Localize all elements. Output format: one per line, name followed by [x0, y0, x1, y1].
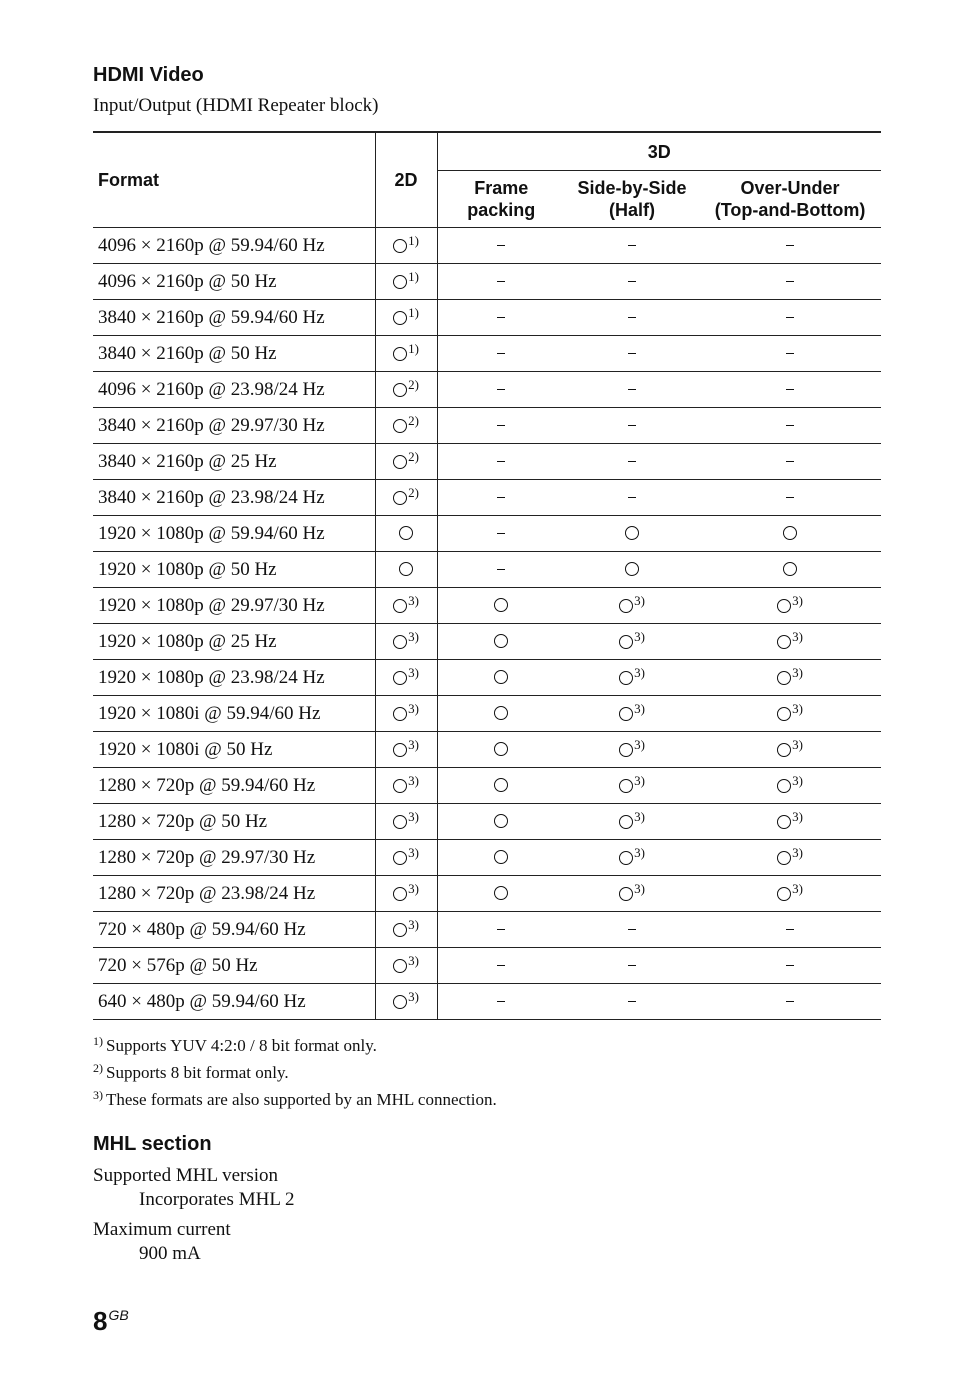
- cell-frame-packing: [437, 768, 565, 804]
- footnote-ref: 3): [408, 737, 419, 752]
- not-supported-dash-icon: [786, 281, 794, 282]
- footnote-ref: 3): [408, 809, 419, 824]
- supported-circle-icon: [393, 815, 407, 829]
- format-cell: 1920 × 1080p @ 25 Hz: [93, 624, 375, 660]
- spec-item: [93, 1218, 881, 1266]
- table-row: [93, 768, 881, 804]
- not-supported-dash-icon: [497, 461, 505, 462]
- format-cell: 1280 × 720p @ 50 Hz: [93, 804, 375, 840]
- cell-over-under: [699, 480, 881, 516]
- not-supported-dash-icon: [628, 389, 636, 390]
- cell-2d: [375, 876, 437, 912]
- spec-label: Supported MHL version: [93, 1165, 279, 1186]
- not-supported-dash-icon: [497, 929, 505, 930]
- format-cell: 4096 × 2160p @ 23.98/24 Hz: [93, 372, 375, 408]
- not-supported-dash-icon: [786, 353, 794, 354]
- not-supported-dash-icon: [497, 317, 505, 318]
- supported-circle-icon: [393, 275, 407, 289]
- supported-circle-icon: [783, 526, 797, 540]
- format-cell: 1920 × 1080p @ 23.98/24 Hz: [93, 660, 375, 696]
- footnote-ref: 3): [634, 773, 645, 788]
- footnote-ref: 3): [792, 773, 803, 788]
- cell-side-by-side: [565, 948, 699, 984]
- footnote-mark: 3): [93, 1088, 103, 1102]
- cell-over-under: [699, 300, 881, 336]
- format-cell: 3840 × 2160p @ 29.97/30 Hz: [93, 408, 375, 444]
- cell-frame-packing: [437, 588, 565, 624]
- table-row: [93, 624, 881, 660]
- format-cell: 720 × 480p @ 59.94/60 Hz: [93, 912, 375, 948]
- footnote-ref: 2): [408, 449, 419, 464]
- not-supported-dash-icon: [628, 353, 636, 354]
- table-row: [93, 480, 881, 516]
- footnote-ref: 3): [634, 701, 645, 716]
- header-side-by-side: [565, 171, 699, 228]
- supported-circle-icon: [393, 635, 407, 649]
- cell-frame-packing: [437, 804, 565, 840]
- cell-2d: [375, 228, 437, 264]
- format-cell: 3840 × 2160p @ 59.94/60 Hz: [93, 300, 375, 336]
- supported-circle-icon: [494, 742, 508, 756]
- supported-circle-icon: [393, 347, 407, 361]
- not-supported-dash-icon: [628, 1001, 636, 1002]
- format-cell: 720 × 576p @ 50 Hz: [93, 948, 375, 984]
- supported-circle-icon: [494, 598, 508, 612]
- format-cell: 1280 × 720p @ 59.94/60 Hz: [93, 768, 375, 804]
- cell-over-under: [699, 660, 881, 696]
- cell-over-under: [699, 516, 881, 552]
- spec-label: Maximum current: [93, 1219, 231, 1240]
- footnote-ref: 3): [634, 809, 645, 824]
- table-row: [93, 984, 881, 1020]
- not-supported-dash-icon: [628, 929, 636, 930]
- not-supported-dash-icon: [497, 965, 505, 966]
- not-supported-dash-icon: [497, 389, 505, 390]
- supported-circle-icon: [783, 562, 797, 576]
- section-title: HDMI Video: [93, 64, 204, 86]
- format-cell: 1280 × 720p @ 23.98/24 Hz: [93, 876, 375, 912]
- cell-frame-packing: [437, 516, 565, 552]
- table-row: [93, 912, 881, 948]
- supported-circle-icon: [393, 419, 407, 433]
- not-supported-dash-icon: [628, 461, 636, 462]
- table-row: [93, 660, 881, 696]
- cell-over-under: [699, 588, 881, 624]
- footnotes: [93, 1030, 881, 1111]
- header-sbs-line1: Side-by-Side: [577, 178, 687, 198]
- cell-2d: [375, 480, 437, 516]
- supported-circle-icon: [494, 634, 508, 648]
- cell-over-under: [699, 984, 881, 1020]
- header-over-under: [699, 171, 881, 228]
- supported-circle-icon: [393, 383, 407, 397]
- supported-circle-icon: [619, 815, 633, 829]
- cell-frame-packing: [437, 876, 565, 912]
- cell-over-under: [699, 444, 881, 480]
- format-cell: 3840 × 2160p @ 23.98/24 Hz: [93, 480, 375, 516]
- footnote-ref: 3): [792, 593, 803, 608]
- cell-2d: [375, 804, 437, 840]
- table-row: [93, 732, 881, 768]
- cell-side-by-side: [565, 804, 699, 840]
- supported-circle-icon: [393, 455, 407, 469]
- header-3d: 3D: [437, 132, 881, 171]
- not-supported-dash-icon: [786, 461, 794, 462]
- supported-circle-icon: [777, 887, 791, 901]
- format-cell: 3840 × 2160p @ 50 Hz: [93, 336, 375, 372]
- supported-circle-icon: [393, 671, 407, 685]
- cell-side-by-side: [565, 660, 699, 696]
- not-supported-dash-icon: [497, 281, 505, 282]
- cell-2d: [375, 624, 437, 660]
- cell-frame-packing: [437, 732, 565, 768]
- not-supported-dash-icon: [786, 389, 794, 390]
- supported-circle-icon: [393, 707, 407, 721]
- format-cell: 1920 × 1080p @ 59.94/60 Hz: [93, 516, 375, 552]
- cell-side-by-side: [565, 552, 699, 588]
- footnote-ref: 2): [408, 377, 419, 392]
- document-page: [93, 64, 881, 1266]
- not-supported-dash-icon: [497, 1001, 505, 1002]
- format-cell: 1920 × 1080i @ 50 Hz: [93, 732, 375, 768]
- supported-circle-icon: [619, 671, 633, 685]
- footnote-ref: 3): [408, 845, 419, 860]
- page-number-suffix: GB: [108, 1307, 129, 1323]
- format-cell: 4096 × 2160p @ 50 Hz: [93, 264, 375, 300]
- table-row: [93, 552, 881, 588]
- cell-frame-packing: [437, 624, 565, 660]
- spec-item: [93, 1164, 881, 1212]
- table-row: [93, 408, 881, 444]
- cell-2d: [375, 444, 437, 480]
- cell-frame-packing: [437, 840, 565, 876]
- footnote-ref: 3): [792, 737, 803, 752]
- not-supported-dash-icon: [497, 425, 505, 426]
- format-cell: 1280 × 720p @ 29.97/30 Hz: [93, 840, 375, 876]
- supported-circle-icon: [777, 635, 791, 649]
- supported-circle-icon: [619, 635, 633, 649]
- supported-circle-icon: [494, 850, 508, 864]
- cell-frame-packing: [437, 552, 565, 588]
- not-supported-dash-icon: [786, 317, 794, 318]
- cell-frame-packing: [437, 300, 565, 336]
- footnote-ref: 2): [408, 485, 419, 500]
- cell-over-under: [699, 732, 881, 768]
- format-cell: 1920 × 1080i @ 59.94/60 Hz: [93, 696, 375, 732]
- cell-side-by-side: [565, 372, 699, 408]
- table-row: [93, 516, 881, 552]
- cell-side-by-side: [565, 480, 699, 516]
- supported-circle-icon: [625, 562, 639, 576]
- footnote-ref: 3): [408, 701, 419, 716]
- footnote-ref: 1): [408, 341, 419, 356]
- cell-2d: [375, 660, 437, 696]
- cell-frame-packing: [437, 336, 565, 372]
- footnote-ref: 3): [408, 917, 419, 932]
- footnote-text: Supports YUV 4:2:0 / 8 bit format only.: [106, 1036, 377, 1055]
- not-supported-dash-icon: [786, 929, 794, 930]
- cell-side-by-side: [565, 336, 699, 372]
- supported-circle-icon: [619, 779, 633, 793]
- table-row: [93, 804, 881, 840]
- supported-circle-icon: [619, 599, 633, 613]
- format-cell: 1920 × 1080p @ 29.97/30 Hz: [93, 588, 375, 624]
- not-supported-dash-icon: [497, 533, 505, 534]
- cell-2d: [375, 768, 437, 804]
- cell-over-under: [699, 840, 881, 876]
- cell-side-by-side: [565, 588, 699, 624]
- cell-over-under: [699, 768, 881, 804]
- footnote-text: Supports 8 bit format only.: [106, 1063, 289, 1082]
- cell-frame-packing: [437, 228, 565, 264]
- format-cell: 640 × 480p @ 59.94/60 Hz: [93, 984, 375, 1020]
- supported-circle-icon: [777, 599, 791, 613]
- cell-frame-packing: [437, 660, 565, 696]
- not-supported-dash-icon: [497, 569, 505, 570]
- supported-circle-icon: [777, 707, 791, 721]
- footnote-ref: 3): [634, 593, 645, 608]
- supported-circle-icon: [777, 851, 791, 865]
- not-supported-dash-icon: [628, 245, 636, 246]
- footnote-ref: 1): [408, 233, 419, 248]
- cell-2d: [375, 588, 437, 624]
- supported-circle-icon: [494, 670, 508, 684]
- cell-over-under: [699, 624, 881, 660]
- mhl-specs: [93, 1164, 881, 1266]
- cell-side-by-side: [565, 840, 699, 876]
- footnote-mark: 1): [93, 1034, 103, 1048]
- cell-2d: [375, 948, 437, 984]
- not-supported-dash-icon: [628, 281, 636, 282]
- table-row: [93, 372, 881, 408]
- cell-side-by-side: [565, 876, 699, 912]
- cell-side-by-side: [565, 912, 699, 948]
- hdmi-video-format-table: [93, 131, 881, 1020]
- supported-circle-icon: [777, 743, 791, 757]
- not-supported-dash-icon: [628, 497, 636, 498]
- cell-2d: [375, 516, 437, 552]
- supported-circle-icon: [393, 959, 407, 973]
- table-body: [93, 228, 881, 1020]
- cell-side-by-side: [565, 408, 699, 444]
- footnote-ref: 3): [792, 845, 803, 860]
- spec-value: 900 mA: [139, 1243, 201, 1264]
- supported-circle-icon: [619, 743, 633, 757]
- supported-circle-icon: [777, 671, 791, 685]
- cell-over-under: [699, 948, 881, 984]
- not-supported-dash-icon: [786, 245, 794, 246]
- cell-over-under: [699, 372, 881, 408]
- cell-2d: [375, 696, 437, 732]
- not-supported-dash-icon: [497, 245, 505, 246]
- cell-2d: [375, 336, 437, 372]
- cell-over-under: [699, 912, 881, 948]
- supported-circle-icon: [393, 239, 407, 253]
- cell-side-by-side: [565, 624, 699, 660]
- cell-2d: [375, 552, 437, 588]
- cell-frame-packing: [437, 912, 565, 948]
- footnote: [93, 1057, 881, 1084]
- supported-circle-icon: [393, 995, 407, 1009]
- footnote-ref: 3): [408, 629, 419, 644]
- format-cell: 1920 × 1080p @ 50 Hz: [93, 552, 375, 588]
- footnote-ref: 3): [634, 665, 645, 680]
- footnote-ref: 1): [408, 305, 419, 320]
- header-ou-line2: (Top-and-Bottom): [714, 200, 866, 220]
- not-supported-dash-icon: [628, 317, 636, 318]
- cell-frame-packing: [437, 372, 565, 408]
- footnote: [93, 1030, 881, 1057]
- table-row: [93, 696, 881, 732]
- supported-circle-icon: [625, 526, 639, 540]
- supported-circle-icon: [494, 814, 508, 828]
- table-row: [93, 264, 881, 300]
- footnote-text: These formats are also supported by an MHL connection.: [106, 1090, 497, 1109]
- cell-frame-packing: [437, 984, 565, 1020]
- cell-frame-packing: [437, 408, 565, 444]
- supported-circle-icon: [494, 706, 508, 720]
- cell-2d: [375, 912, 437, 948]
- footnote-ref: 3): [408, 593, 419, 608]
- not-supported-dash-icon: [497, 353, 505, 354]
- cell-side-by-side: [565, 984, 699, 1020]
- cell-2d: [375, 264, 437, 300]
- footnote-ref: 3): [634, 881, 645, 896]
- cell-over-under: [699, 336, 881, 372]
- not-supported-dash-icon: [786, 497, 794, 498]
- page-number: [93, 1306, 129, 1337]
- cell-2d: [375, 408, 437, 444]
- cell-frame-packing: [437, 264, 565, 300]
- supported-circle-icon: [399, 526, 413, 540]
- not-supported-dash-icon: [786, 425, 794, 426]
- footnote-ref: 3): [792, 809, 803, 824]
- mhl-section-title: MHL section: [93, 1133, 212, 1155]
- cell-2d: [375, 300, 437, 336]
- not-supported-dash-icon: [786, 1001, 794, 1002]
- table-row: [93, 228, 881, 264]
- supported-circle-icon: [777, 779, 791, 793]
- section-subtitle: Input/Output (HDMI Repeater block): [93, 95, 379, 116]
- cell-side-by-side: [565, 444, 699, 480]
- spec-value: Incorporates MHL 2: [139, 1189, 295, 1210]
- footnote-ref: 3): [408, 953, 419, 968]
- supported-circle-icon: [777, 815, 791, 829]
- cell-over-under: [699, 408, 881, 444]
- supported-circle-icon: [393, 599, 407, 613]
- table-row: [93, 588, 881, 624]
- footnote-mark: 2): [93, 1061, 103, 1075]
- cell-frame-packing: [437, 948, 565, 984]
- table-row: [93, 948, 881, 984]
- footnote: [93, 1084, 881, 1111]
- cell-side-by-side: [565, 696, 699, 732]
- cell-over-under: [699, 876, 881, 912]
- footnote-ref: 3): [792, 665, 803, 680]
- not-supported-dash-icon: [497, 497, 505, 498]
- cell-side-by-side: [565, 264, 699, 300]
- footnote-ref: 3): [408, 881, 419, 896]
- cell-2d: [375, 372, 437, 408]
- cell-over-under: [699, 552, 881, 588]
- cell-frame-packing: [437, 480, 565, 516]
- footnote-ref: 3): [792, 701, 803, 716]
- cell-over-under: [699, 696, 881, 732]
- footnote-ref: 3): [634, 737, 645, 752]
- supported-circle-icon: [393, 887, 407, 901]
- cell-side-by-side: [565, 300, 699, 336]
- footnote-ref: 3): [792, 881, 803, 896]
- format-cell: 4096 × 2160p @ 59.94/60 Hz: [93, 228, 375, 264]
- supported-circle-icon: [393, 851, 407, 865]
- footnote-ref: 1): [408, 269, 419, 284]
- footnote-ref: 3): [408, 665, 419, 680]
- cell-2d: [375, 840, 437, 876]
- supported-circle-icon: [393, 491, 407, 505]
- supported-circle-icon: [393, 311, 407, 325]
- table-row: [93, 444, 881, 480]
- table-row: [93, 336, 881, 372]
- cell-frame-packing: [437, 696, 565, 732]
- header-ou-line1: Over-Under: [740, 178, 840, 198]
- table-row: [93, 876, 881, 912]
- footnote-ref: 3): [634, 629, 645, 644]
- supported-circle-icon: [619, 887, 633, 901]
- cell-frame-packing: [437, 444, 565, 480]
- supported-circle-icon: [619, 851, 633, 865]
- footnote-ref: 2): [408, 413, 419, 428]
- supported-circle-icon: [399, 562, 413, 576]
- footnote-ref: 3): [792, 629, 803, 644]
- cell-side-by-side: [565, 228, 699, 264]
- cell-2d: [375, 984, 437, 1020]
- header-format: Format: [98, 170, 160, 190]
- not-supported-dash-icon: [786, 965, 794, 966]
- footnote-ref: 3): [408, 989, 419, 1004]
- cell-over-under: [699, 264, 881, 300]
- footnote-ref: 3): [408, 773, 419, 788]
- supported-circle-icon: [393, 779, 407, 793]
- not-supported-dash-icon: [628, 425, 636, 426]
- cell-over-under: [699, 804, 881, 840]
- table-row: [93, 840, 881, 876]
- page-number-value: 8: [93, 1306, 108, 1336]
- not-supported-dash-icon: [628, 965, 636, 966]
- header-2d: 2D: [375, 132, 437, 228]
- supported-circle-icon: [393, 923, 407, 937]
- cell-over-under: [699, 228, 881, 264]
- table-row: [93, 300, 881, 336]
- supported-circle-icon: [393, 743, 407, 757]
- cell-side-by-side: [565, 732, 699, 768]
- supported-circle-icon: [494, 778, 508, 792]
- cell-2d: [375, 732, 437, 768]
- header-frame-packing: Frame packing: [467, 178, 536, 220]
- cell-side-by-side: [565, 768, 699, 804]
- format-cell: 3840 × 2160p @ 25 Hz: [93, 444, 375, 480]
- footnote-ref: 3): [634, 845, 645, 860]
- supported-circle-icon: [494, 886, 508, 900]
- cell-side-by-side: [565, 516, 699, 552]
- header-sbs-line2: (Half): [609, 200, 655, 220]
- supported-circle-icon: [619, 707, 633, 721]
